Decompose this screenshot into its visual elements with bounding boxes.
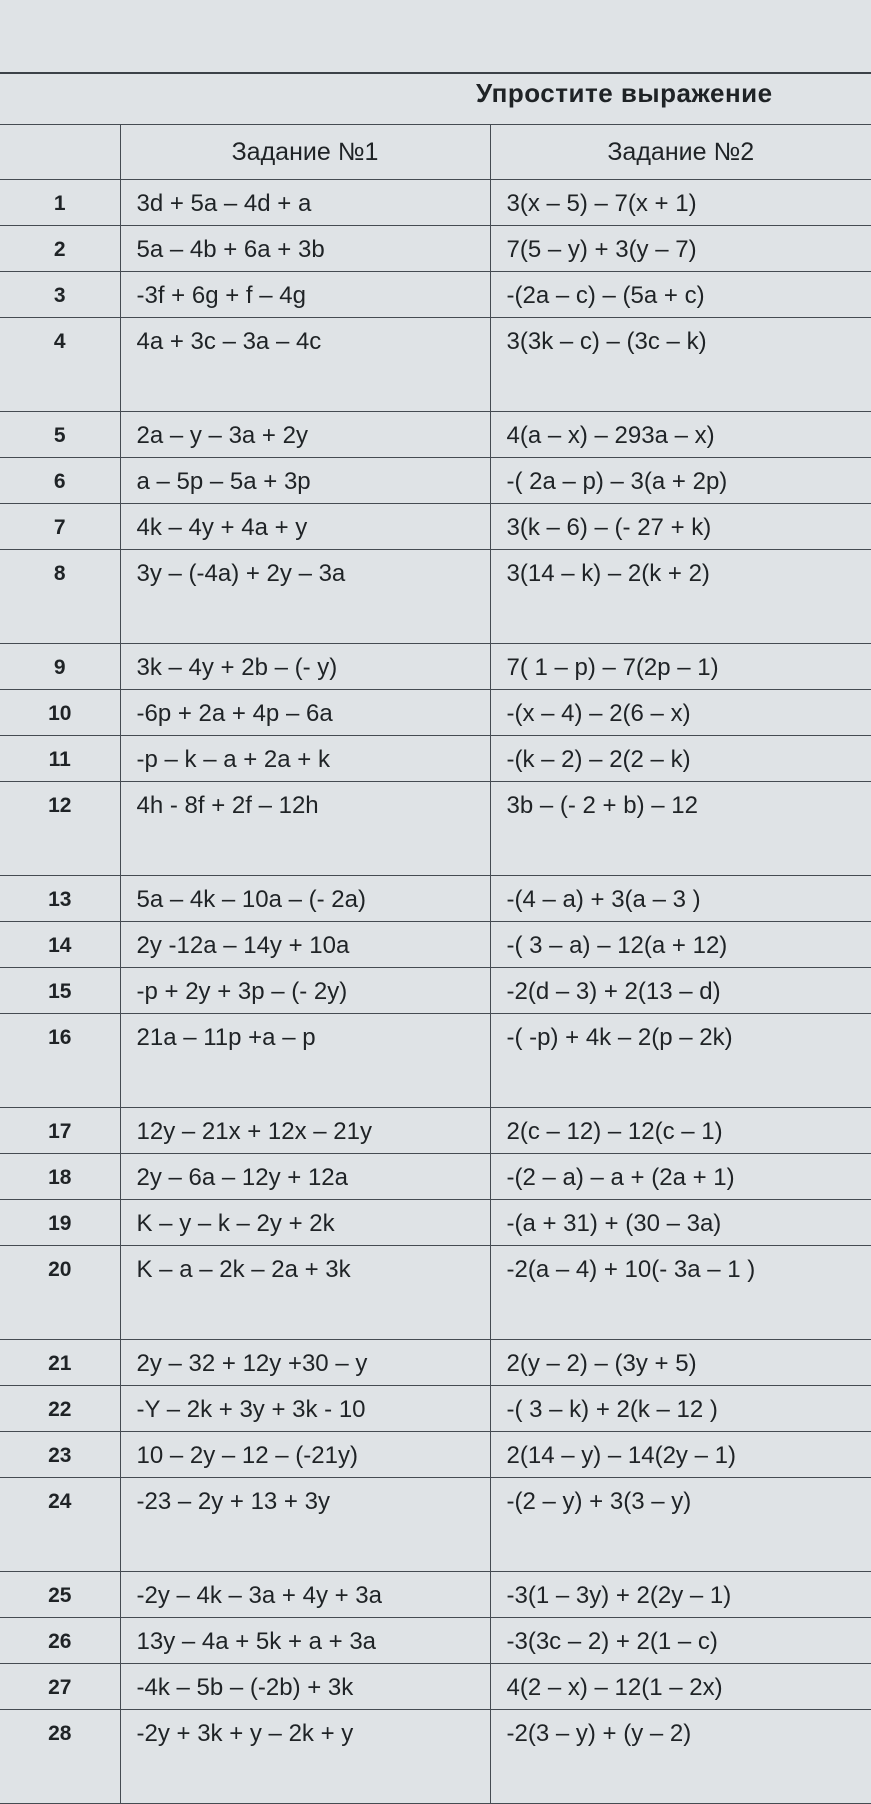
table-row [0, 736, 871, 782]
task2-expression: 3(3k – c) – (3c – k) [490, 318, 871, 412]
task1-expression: 2y – 6a – 12y + 12a [120, 1154, 490, 1200]
row-number: 24 [0, 1478, 120, 1572]
task2-expression: -3(3c – 2) + 2(1 – c) [490, 1618, 871, 1664]
row-number: 3 [0, 272, 120, 318]
task2-expression: -(x – 4) – 2(6 – x) [490, 690, 871, 736]
task2-expression: -( 3 – k) + 2(k – 12 ) [490, 1386, 871, 1432]
row-number: 2 [0, 226, 120, 272]
task2-expression: -( -p) + 4k – 2(p – 2k) [490, 1014, 871, 1108]
task2-expression: 2(c – 12) – 12(c – 1) [490, 1108, 871, 1154]
number-column-header [0, 125, 120, 180]
table-row [0, 782, 871, 876]
task2-expression: 4(2 – x) – 12(1 – 2x) [490, 1664, 871, 1710]
row-number: 17 [0, 1108, 120, 1154]
tasks-table [0, 124, 871, 1804]
row-number: 15 [0, 968, 120, 1014]
task2-expression: -(2a – c) – (5a + c) [490, 272, 871, 318]
task2-expression: -(2 – y) + 3(3 – y) [490, 1478, 871, 1572]
table-row [0, 1200, 871, 1246]
task1-expression: -2y + 3k + y – 2k + y [120, 1710, 490, 1804]
task2-expression: -2(a – 4) + 10(- 3a – 1 ) [490, 1246, 871, 1340]
row-number: 18 [0, 1154, 120, 1200]
task2-expression: -(a + 31) + (30 – 3a) [490, 1200, 871, 1246]
table-row [0, 458, 871, 504]
task1-expression: 12y – 21x + 12x – 21y [120, 1108, 490, 1154]
table-row [0, 644, 871, 690]
task1-expression: -23 – 2y + 13 + 3y [120, 1478, 490, 1572]
row-number: 19 [0, 1200, 120, 1246]
task2-expression: -( 3 – a) – 12(a + 12) [490, 922, 871, 968]
table-row [0, 876, 871, 922]
task1-expression: 2y – 32 + 12y +30 – y [120, 1340, 490, 1386]
task1-expression: -p – k – a + 2a + k [120, 736, 490, 782]
task2-expression: 2(14 – y) – 14(2y – 1) [490, 1432, 871, 1478]
table-row [0, 318, 871, 412]
row-number: 25 [0, 1572, 120, 1618]
task1-expression: -6p + 2a + 4p – 6a [120, 690, 490, 736]
table-row [0, 968, 871, 1014]
row-number: 20 [0, 1246, 120, 1340]
task1-expression: 3y – (-4a) + 2y – 3a [120, 550, 490, 644]
task2-expression: -2(d – 3) + 2(13 – d) [490, 968, 871, 1014]
task2-expression: -(2 – a) – a + (2a + 1) [490, 1154, 871, 1200]
task1-expression: -3f + 6g + f – 4g [120, 272, 490, 318]
task1-expression: 3d + 5a – 4d + a [120, 180, 490, 226]
task2-expression: 2(y – 2) – (3y + 5) [490, 1340, 871, 1386]
table-row [0, 1014, 871, 1108]
top-rule [0, 72, 871, 74]
task2-expression: 3(x – 5) – 7(x + 1) [490, 180, 871, 226]
table-row [0, 1340, 871, 1386]
table-row [0, 550, 871, 644]
task2-expression: 3(k – 6) – (- 27 + k) [490, 504, 871, 550]
row-number: 13 [0, 876, 120, 922]
task2-expression: -3(1 – 3y) + 2(2y – 1) [490, 1572, 871, 1618]
task1-column-header: Задание №1 [120, 125, 490, 180]
task1-expression: 4k – 4y + 4a + y [120, 504, 490, 550]
task2-expression: -( 2a – p) – 3(a + 2p) [490, 458, 871, 504]
task1-expression: 3k – 4y + 2b – (- y) [120, 644, 490, 690]
table-row [0, 1108, 871, 1154]
task2-column-header: Задание №2 [490, 125, 871, 180]
row-number: 28 [0, 1710, 120, 1804]
task2-expression: 7( 1 – p) – 7(2p – 1) [490, 644, 871, 690]
row-number: 5 [0, 412, 120, 458]
table-row [0, 504, 871, 550]
table-row [0, 1664, 871, 1710]
task2-expression: -(k – 2) – 2(2 – k) [490, 736, 871, 782]
task1-expression: 21a – 11p +a – p [120, 1014, 490, 1108]
row-number: 21 [0, 1340, 120, 1386]
worksheet-title: Упростите выражение [476, 78, 773, 108]
task1-expression: 5a – 4b + 6a + 3b [120, 226, 490, 272]
row-number: 12 [0, 782, 120, 876]
row-number: 22 [0, 1386, 120, 1432]
task2-expression: 3(14 – k) – 2(k + 2) [490, 550, 871, 644]
row-number: 4 [0, 318, 120, 412]
task2-expression: -(4 – a) + 3(a – 3 ) [490, 876, 871, 922]
row-number: 1 [0, 180, 120, 226]
task2-expression: -2(3 – y) + (y – 2) [490, 1710, 871, 1804]
row-number: 26 [0, 1618, 120, 1664]
task1-expression: 2a – y – 3a + 2y [120, 412, 490, 458]
row-number: 16 [0, 1014, 120, 1108]
table-row [0, 1478, 871, 1572]
table-row [0, 1246, 871, 1340]
task1-expression: -4k – 5b – (-2b) + 3k [120, 1664, 490, 1710]
task1-expression: -Y – 2k + 3y + 3k - 10 [120, 1386, 490, 1432]
table-row [0, 1572, 871, 1618]
row-number: 9 [0, 644, 120, 690]
task1-expression: 4a + 3c – 3a – 4c [120, 318, 490, 412]
row-number: 10 [0, 690, 120, 736]
row-number: 23 [0, 1432, 120, 1478]
header-row [0, 125, 871, 180]
task1-expression: K – a – 2k – 2a + 3k [120, 1246, 490, 1340]
row-number: 7 [0, 504, 120, 550]
task1-expression: 4h - 8f + 2f – 12h [120, 782, 490, 876]
table-row [0, 180, 871, 226]
table-row [0, 922, 871, 968]
table-row [0, 1154, 871, 1200]
table-row [0, 226, 871, 272]
task1-expression: 2y -12a – 14y + 10a [120, 922, 490, 968]
row-number: 14 [0, 922, 120, 968]
task1-expression: 10 – 2y – 12 – (-21y) [120, 1432, 490, 1478]
task1-expression: -p + 2y + 3p – (- 2y) [120, 968, 490, 1014]
table-row [0, 1618, 871, 1664]
task1-expression: 5a – 4k – 10a – (- 2a) [120, 876, 490, 922]
table-row [0, 412, 871, 458]
task1-expression: a – 5p – 5a + 3p [120, 458, 490, 504]
table-row [0, 1386, 871, 1432]
task2-expression: 7(5 – y) + 3(y – 7) [490, 226, 871, 272]
row-number: 27 [0, 1664, 120, 1710]
row-number: 8 [0, 550, 120, 644]
table-row [0, 1432, 871, 1478]
task1-expression: -2y – 4k – 3a + 4y + 3a [120, 1572, 490, 1618]
task2-expression: 4(a – x) – 293a – x) [490, 412, 871, 458]
table-row [0, 690, 871, 736]
row-number: 6 [0, 458, 120, 504]
table-row [0, 272, 871, 318]
task1-expression: K – y – k – 2y + 2k [120, 1200, 490, 1246]
row-number: 11 [0, 736, 120, 782]
table-row [0, 1710, 871, 1804]
task2-expression: 3b – (- 2 + b) – 12 [490, 782, 871, 876]
task1-expression: 13y – 4a + 5k + a + 3a [120, 1618, 490, 1664]
